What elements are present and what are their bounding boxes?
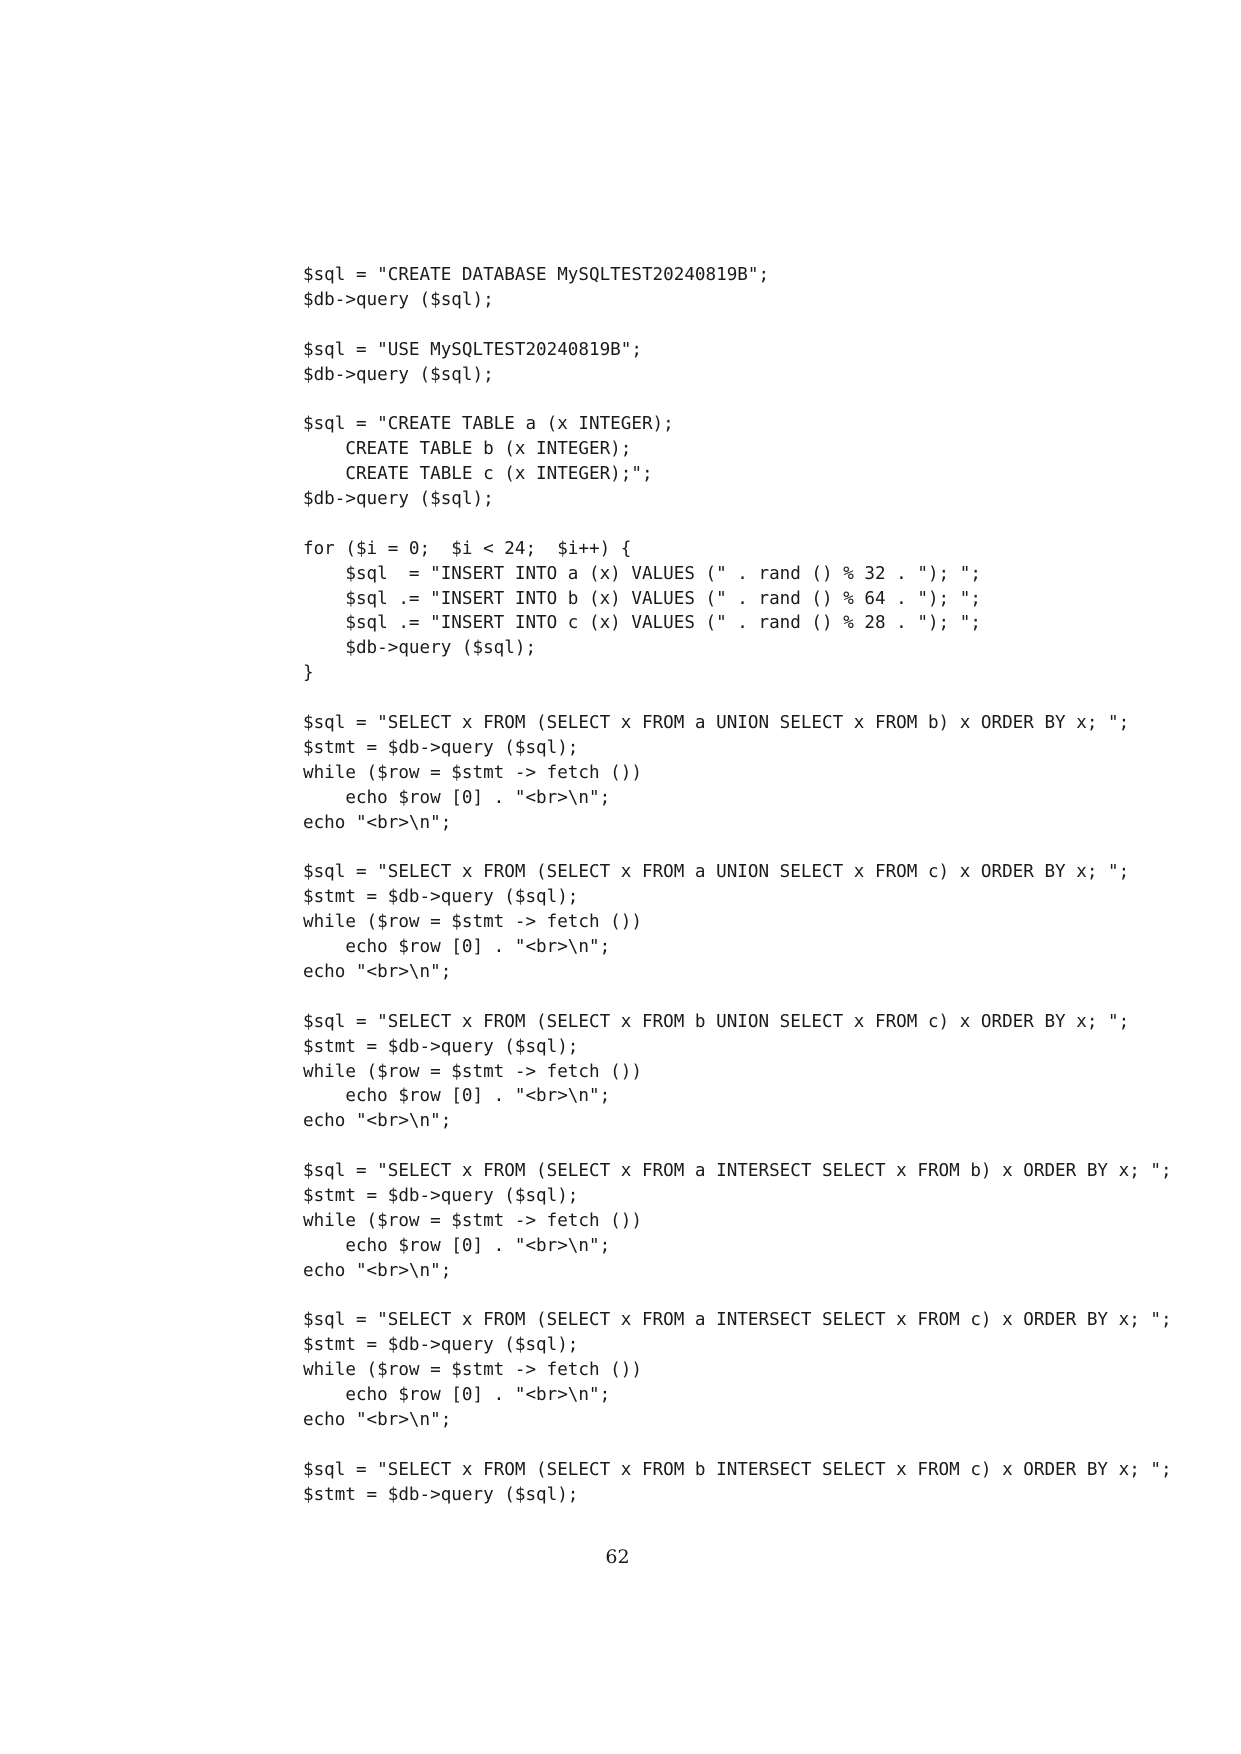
code-line: $sql = "SELECT x FROM (SELECT x FROM a UNION SELECT x FROM b) x ORDER BY x; "; — [303, 713, 1130, 734]
code-line: echo "<br>\n"; — [303, 1111, 452, 1132]
code-line: echo $row [0] . "<br>\n"; — [303, 1086, 611, 1107]
code-line: $sql .= "INSERT INTO b (x) VALUES (" . rand () % 64 . "); "; — [303, 588, 981, 609]
code-line: $db->query ($sql); — [303, 289, 494, 310]
code-line: echo $row [0] . "<br>\n"; — [303, 787, 611, 808]
code-line: } — [303, 663, 314, 684]
code-line: while ($row = $stmt -> fetch ()) — [303, 1360, 642, 1381]
code-line: while ($row = $stmt -> fetch ()) — [303, 1210, 642, 1231]
code-line: $sql = "SELECT x FROM (SELECT x FROM a UNION SELECT x FROM c) x ORDER BY x; "; — [303, 862, 1130, 883]
code-line: $stmt = $db->query ($sql); — [303, 737, 579, 758]
code-line: echo $row [0] . "<br>\n"; — [303, 1385, 611, 1406]
code-line: $stmt = $db->query ($sql); — [303, 1484, 579, 1505]
code-line — [303, 512, 1223, 537]
page-number: 62 — [605, 1546, 630, 1568]
code-line: while ($row = $stmt -> fetch ()) — [303, 762, 642, 783]
code-line — [303, 835, 1223, 860]
code-line: echo "<br>\n"; — [303, 812, 452, 833]
code-line — [303, 686, 1223, 711]
code-line: echo $row [0] . "<br>\n"; — [303, 1235, 611, 1256]
code-line: echo "<br>\n"; — [303, 961, 452, 982]
code-line: echo $row [0] . "<br>\n"; — [303, 937, 611, 958]
code-line — [303, 387, 1223, 412]
code-line: $sql = "SELECT x FROM (SELECT x FROM b INTERSECT SELECT x FROM c) x ORDER BY x; "; — [303, 1459, 1172, 1480]
code-line: CREATE TABLE b (x INTEGER); — [303, 439, 632, 460]
code-line: $db->query ($sql); — [303, 489, 494, 510]
code-line: $stmt = $db->query ($sql); — [303, 887, 579, 908]
code-line — [303, 313, 1223, 338]
code-line: $sql = "INSERT INTO a (x) VALUES (" . rand () % 32 . "); "; — [303, 563, 981, 584]
code-line: $sql = "SELECT x FROM (SELECT x FROM a INTERSECT SELECT x FROM c) x ORDER BY x; "; — [303, 1310, 1172, 1331]
code-line: echo "<br>\n"; — [303, 1409, 452, 1430]
code-line: while ($row = $stmt -> fetch ()) — [303, 912, 642, 933]
code-listing — [303, 263, 1223, 1508]
code-line: $sql = "USE MySQLTEST20240819B"; — [303, 339, 642, 360]
code-line: $sql = "SELECT x FROM (SELECT x FROM b UNION SELECT x FROM c) x ORDER BY x; "; — [303, 1011, 1130, 1032]
code-line: $sql = "CREATE TABLE a (x INTEGER); — [303, 414, 674, 435]
code-line: $db->query ($sql); — [303, 364, 494, 385]
code-line: $sql .= "INSERT INTO c (x) VALUES (" . rand () % 28 . "); "; — [303, 613, 981, 634]
code-line: for ($i = 0; $i < 24; $i++) { — [303, 538, 632, 559]
code-line: $sql = "SELECT x FROM (SELECT x FROM a INTERSECT SELECT x FROM b) x ORDER BY x; "; — [303, 1161, 1172, 1182]
code-line: $stmt = $db->query ($sql); — [303, 1036, 579, 1057]
code-line: while ($row = $stmt -> fetch ()) — [303, 1061, 642, 1082]
code-line: echo "<br>\n"; — [303, 1260, 452, 1281]
code-line: CREATE TABLE c (x INTEGER);"; — [303, 464, 653, 485]
code-line — [303, 1284, 1223, 1309]
code-line: $stmt = $db->query ($sql); — [303, 1335, 579, 1356]
code-line: $stmt = $db->query ($sql); — [303, 1185, 579, 1206]
code-line: $db->query ($sql); — [303, 638, 537, 659]
code-line — [303, 1433, 1223, 1458]
code-line — [303, 985, 1223, 1010]
code-line — [303, 1134, 1223, 1159]
code-line: $sql = "CREATE DATABASE MySQLTEST20240819B"; — [303, 265, 770, 285]
